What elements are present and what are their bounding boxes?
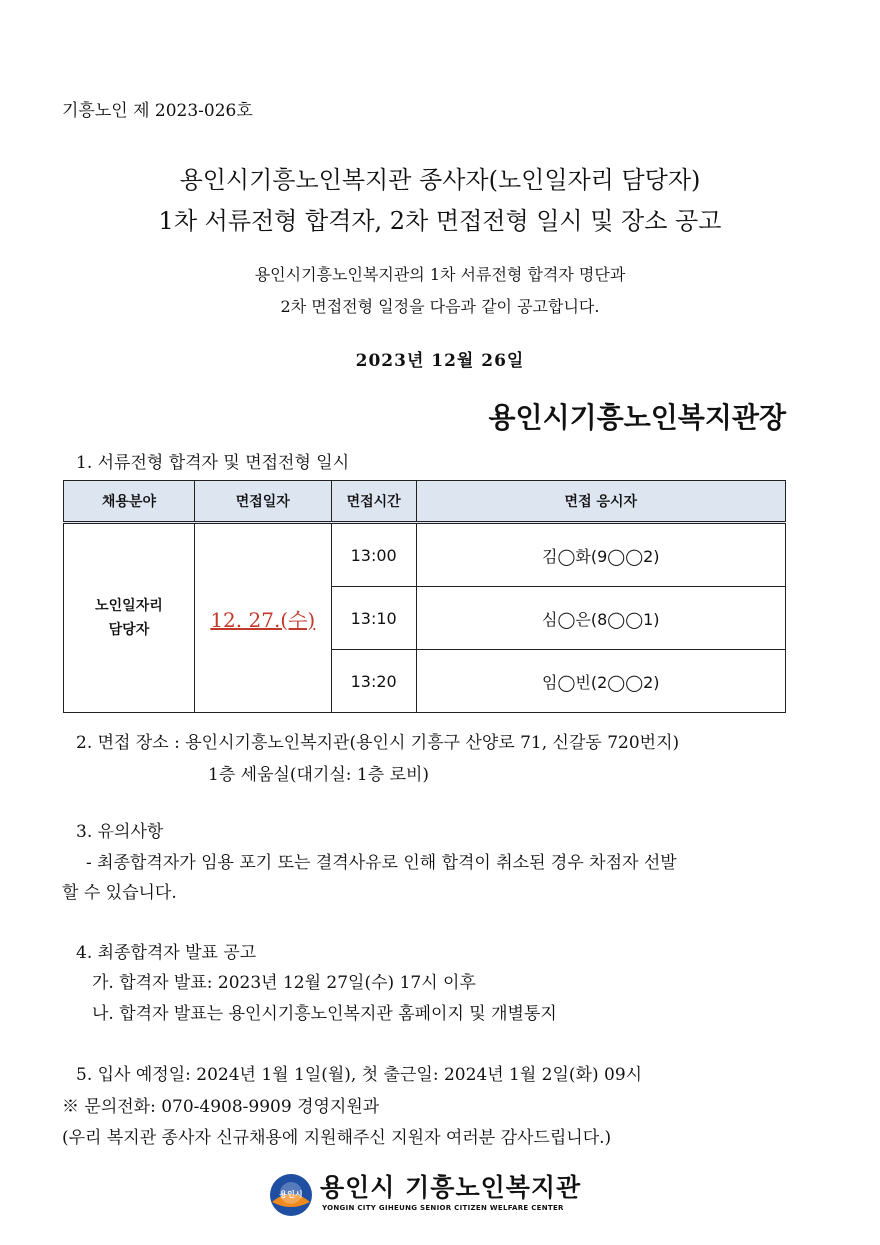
header-field: 채용분야 — [64, 481, 195, 523]
issuer-name: 용인시기흥노인복지관장 — [488, 401, 786, 434]
section-3-heading: 3. 유의사항 — [76, 822, 164, 842]
logo-text: 용인시 — [279, 1190, 303, 1199]
header-interview-time: 면접시간 — [331, 481, 416, 523]
title-line-1: 용인시기흥노인복지관 종사자(노인일자리 담당자) — [179, 166, 701, 194]
intro-line-2: 2차 면접전형 일정을 다음과 같이 공고합니다. — [280, 297, 600, 316]
title-line-2: 1차 서류전형 합격자, 2차 면접전형 일시 및 장소 공고 — [158, 207, 722, 235]
section-4-item-2: 나. 합격자 발표는 용인시기흥노인복지관 홈페이지 및 개별통지 — [92, 1004, 557, 1024]
table-row — [64, 523, 786, 587]
interview-schedule-table — [63, 480, 786, 713]
field-text: 노인일자리 담당자 — [95, 598, 163, 638]
header-interview-date: 면접일자 — [194, 481, 331, 523]
table-header-row — [64, 481, 786, 523]
field-cell — [64, 523, 195, 713]
footer-center-name: 용인시 기흥노인복지관 — [320, 1173, 582, 1202]
section-3-note-line-1: - 최종합격자가 임용 포기 또는 결격사유로 인해 합격이 취소된 경우 차점자 선발 — [86, 853, 677, 873]
announcement-date: 2023년 12월 26일 — [355, 351, 525, 371]
time-cell: 13:20 — [331, 650, 416, 713]
time-cell: 13:00 — [331, 523, 416, 587]
document-number: 기흥노인 제 2023-026호 — [62, 101, 253, 121]
candidate-cell: 심◯은(8◯◯1) — [416, 587, 785, 650]
candidate-cell: 임◯빈(2◯◯2) — [416, 650, 785, 713]
section-4-heading: 4. 최종합격자 발표 공고 — [76, 943, 257, 963]
section-4-item-1: 가. 합격자 발표: 2023년 12월 27일(수) 17시 이후 — [92, 973, 476, 993]
section-2-room: 1층 세움실(대기실: 1층 로비) — [208, 765, 430, 785]
header-candidate: 면접 응시자 — [416, 481, 785, 523]
interview-date-cell: 12. 27.(수) — [194, 523, 331, 713]
time-cell: 13:10 — [331, 587, 416, 650]
footer-english-name: YONGIN CITY GIHEUNG SENIOR CITIZEN WELFARE CENTER — [322, 1204, 564, 1212]
intro-line-1: 용인시기흥노인복지관의 1차 서류전형 합격자 명단과 — [254, 265, 626, 284]
welfare-center-logo-icon — [268, 1172, 314, 1218]
contact-info: ※ 문의전화: 070-4908-9909 경영지원과 — [62, 1097, 380, 1117]
section-2-location: 2. 면접 장소 : 용인시기흥노인복지관(용인시 기흥구 산양로 71, 신갈동 720번지) — [76, 733, 680, 753]
footer-logo — [268, 1168, 582, 1220]
section-1-heading: 1. 서류전형 합격자 및 면접전형 일시 — [76, 453, 350, 473]
thanks-note: (우리 복지관 종사자 신규채용에 지원해주신 지원자 여러분 감사드립니다.) — [62, 1128, 612, 1148]
section-5-start-date: 5. 입사 예정일: 2024년 1월 1일(월), 첫 출근일: 2024년 1월 2일(화) 09시 — [76, 1065, 643, 1085]
section-3-note-line-2: 할 수 있습니다. — [62, 883, 177, 903]
candidate-cell: 김◯화(9◯◯2) — [416, 523, 785, 587]
